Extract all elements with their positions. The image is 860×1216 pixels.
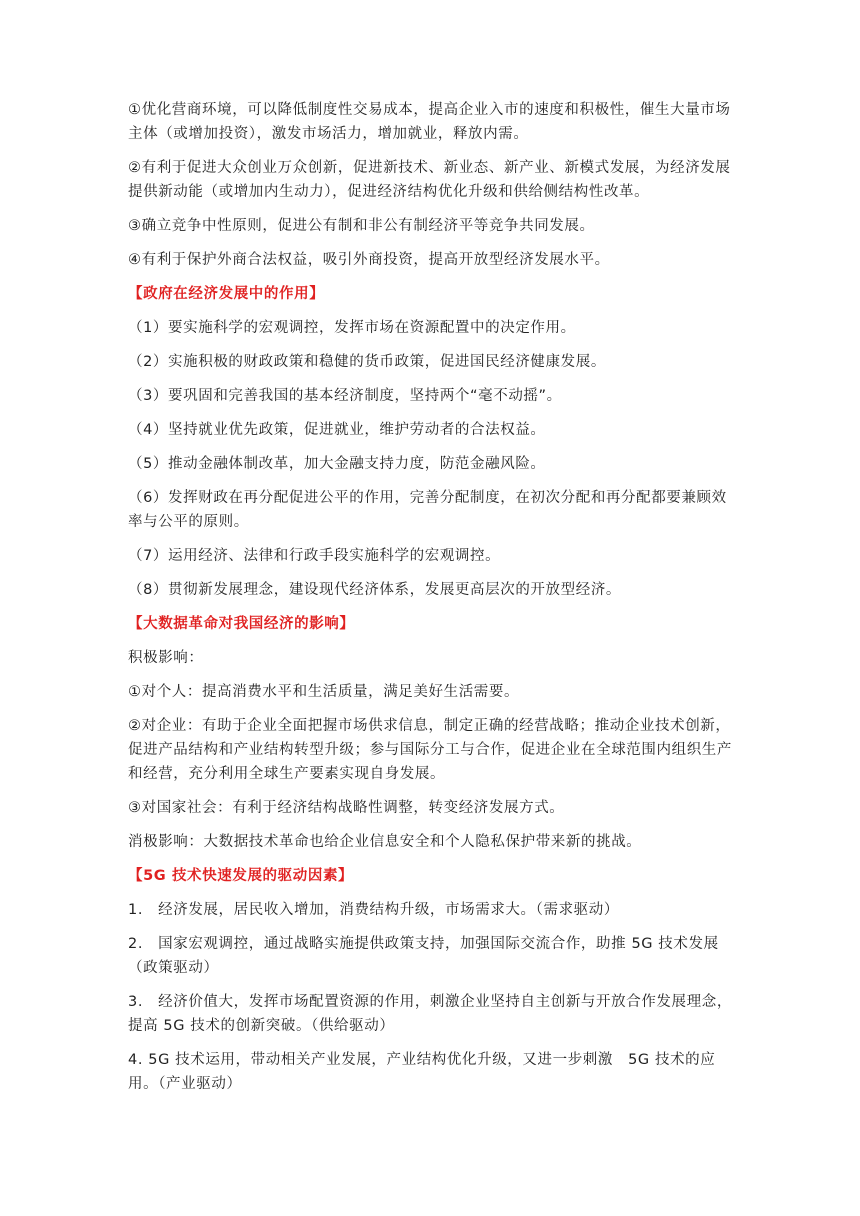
section-heading-government-role: 【政府在经济发展中的作用】 [128,286,325,302]
paragraph: ②有利于促进大众创业万众创新，促进新技术、新业态、新产业、新模式发展，为经济发展提供新动能（或增加内生动力），促进经济结构优化升级和供给侧结构性改革。 [128,160,731,200]
paragraph: ①对个人：提高消费水平和生活质量，满足美好生活需要。 [128,684,520,700]
list-item: 2. 国家宏观调控，通过战略实施提供政策支持，加强国际交流合作，助推 5G 技术发展（政策驱动） [128,936,719,976]
paragraph: ①优化营商环境，可以降低制度性交易成本，提高企业入市的速度和积极性，催生大量市场主体（或增加投资），激发市场活力，增加就业，释放内需。 [128,102,731,142]
list-item: 3. 经济价值大，发挥市场配置资源的作用，刺激企业坚持自主创新与开放合作发展理念，提高 5G 技术的创新突破。（供给驱动） [128,994,732,1034]
paragraph: 积极影响： [128,650,204,666]
list-item: （5）推动金融体制改革，加大金融支持力度，防范金融风险。 [128,456,546,472]
paragraph: ②对企业：有助于企业全面把握市场供求信息，制定正确的经营战略；推动企业技术创新，促进产品结构和产业结构转型升级；参与国际分工与合作，促进企业在全球范围内组织生产和经营，充分利用全球生产要素实现自身发展。 [128,718,732,782]
paragraph: ③确立竞争中性原则，促进公有制和非公有制经济平等竞争共同发展。 [128,218,595,234]
list-item: （1）要实施科学的宏观调控，发挥市场在资源配置中的决定作用。 [128,320,576,336]
list-item: 1. 经济发展，居民收入增加，消费结构升级，市场需求大。（需求驱动） [128,902,619,918]
section-heading-big-data: 【大数据革命对我国经济的影响】 [128,616,355,632]
paragraph: ④有利于保护外商合法权益，吸引外商投资，提高开放型经济发展水平。 [128,252,610,268]
paragraph: 消极影响：大数据技术革命也给企业信息安全和个人隐私保护带来新的挑战。 [128,834,642,850]
list-item: （8）贯彻新发展理念，建设现代经济体系，发展更高层次的开放型经济。 [128,582,622,598]
list-item: （2）实施积极的财政政策和稳健的货币政策，促进国民经济健康发展。 [128,354,606,370]
list-item: （3）要巩固和完善我国的基本经济制度，坚持两个“毫不动摇”。 [128,388,562,404]
list-item: 4. 5G 技术运用，带动相关产业发展，产业结构优化升级，又进一步刺激 5G 技术的应用。（产业驱动） [128,1052,716,1092]
list-item: （6）发挥财政在再分配促进公平的作用，完善分配制度，在初次分配和再分配都要兼顾效率与公平的原则。 [128,490,727,530]
list-item: （7）运用经济、法律和行政手段实施科学的宏观调控。 [128,548,501,564]
paragraph: ③对国家社会：有利于经济结构战略性调整，转变经济发展方式。 [128,800,565,816]
list-item: （4）坚持就业优先政策，促进就业，维护劳动者的合法权益。 [128,422,546,438]
section-heading-5g-drivers: 【5G 技术快速发展的驱动因素】 [128,868,354,884]
